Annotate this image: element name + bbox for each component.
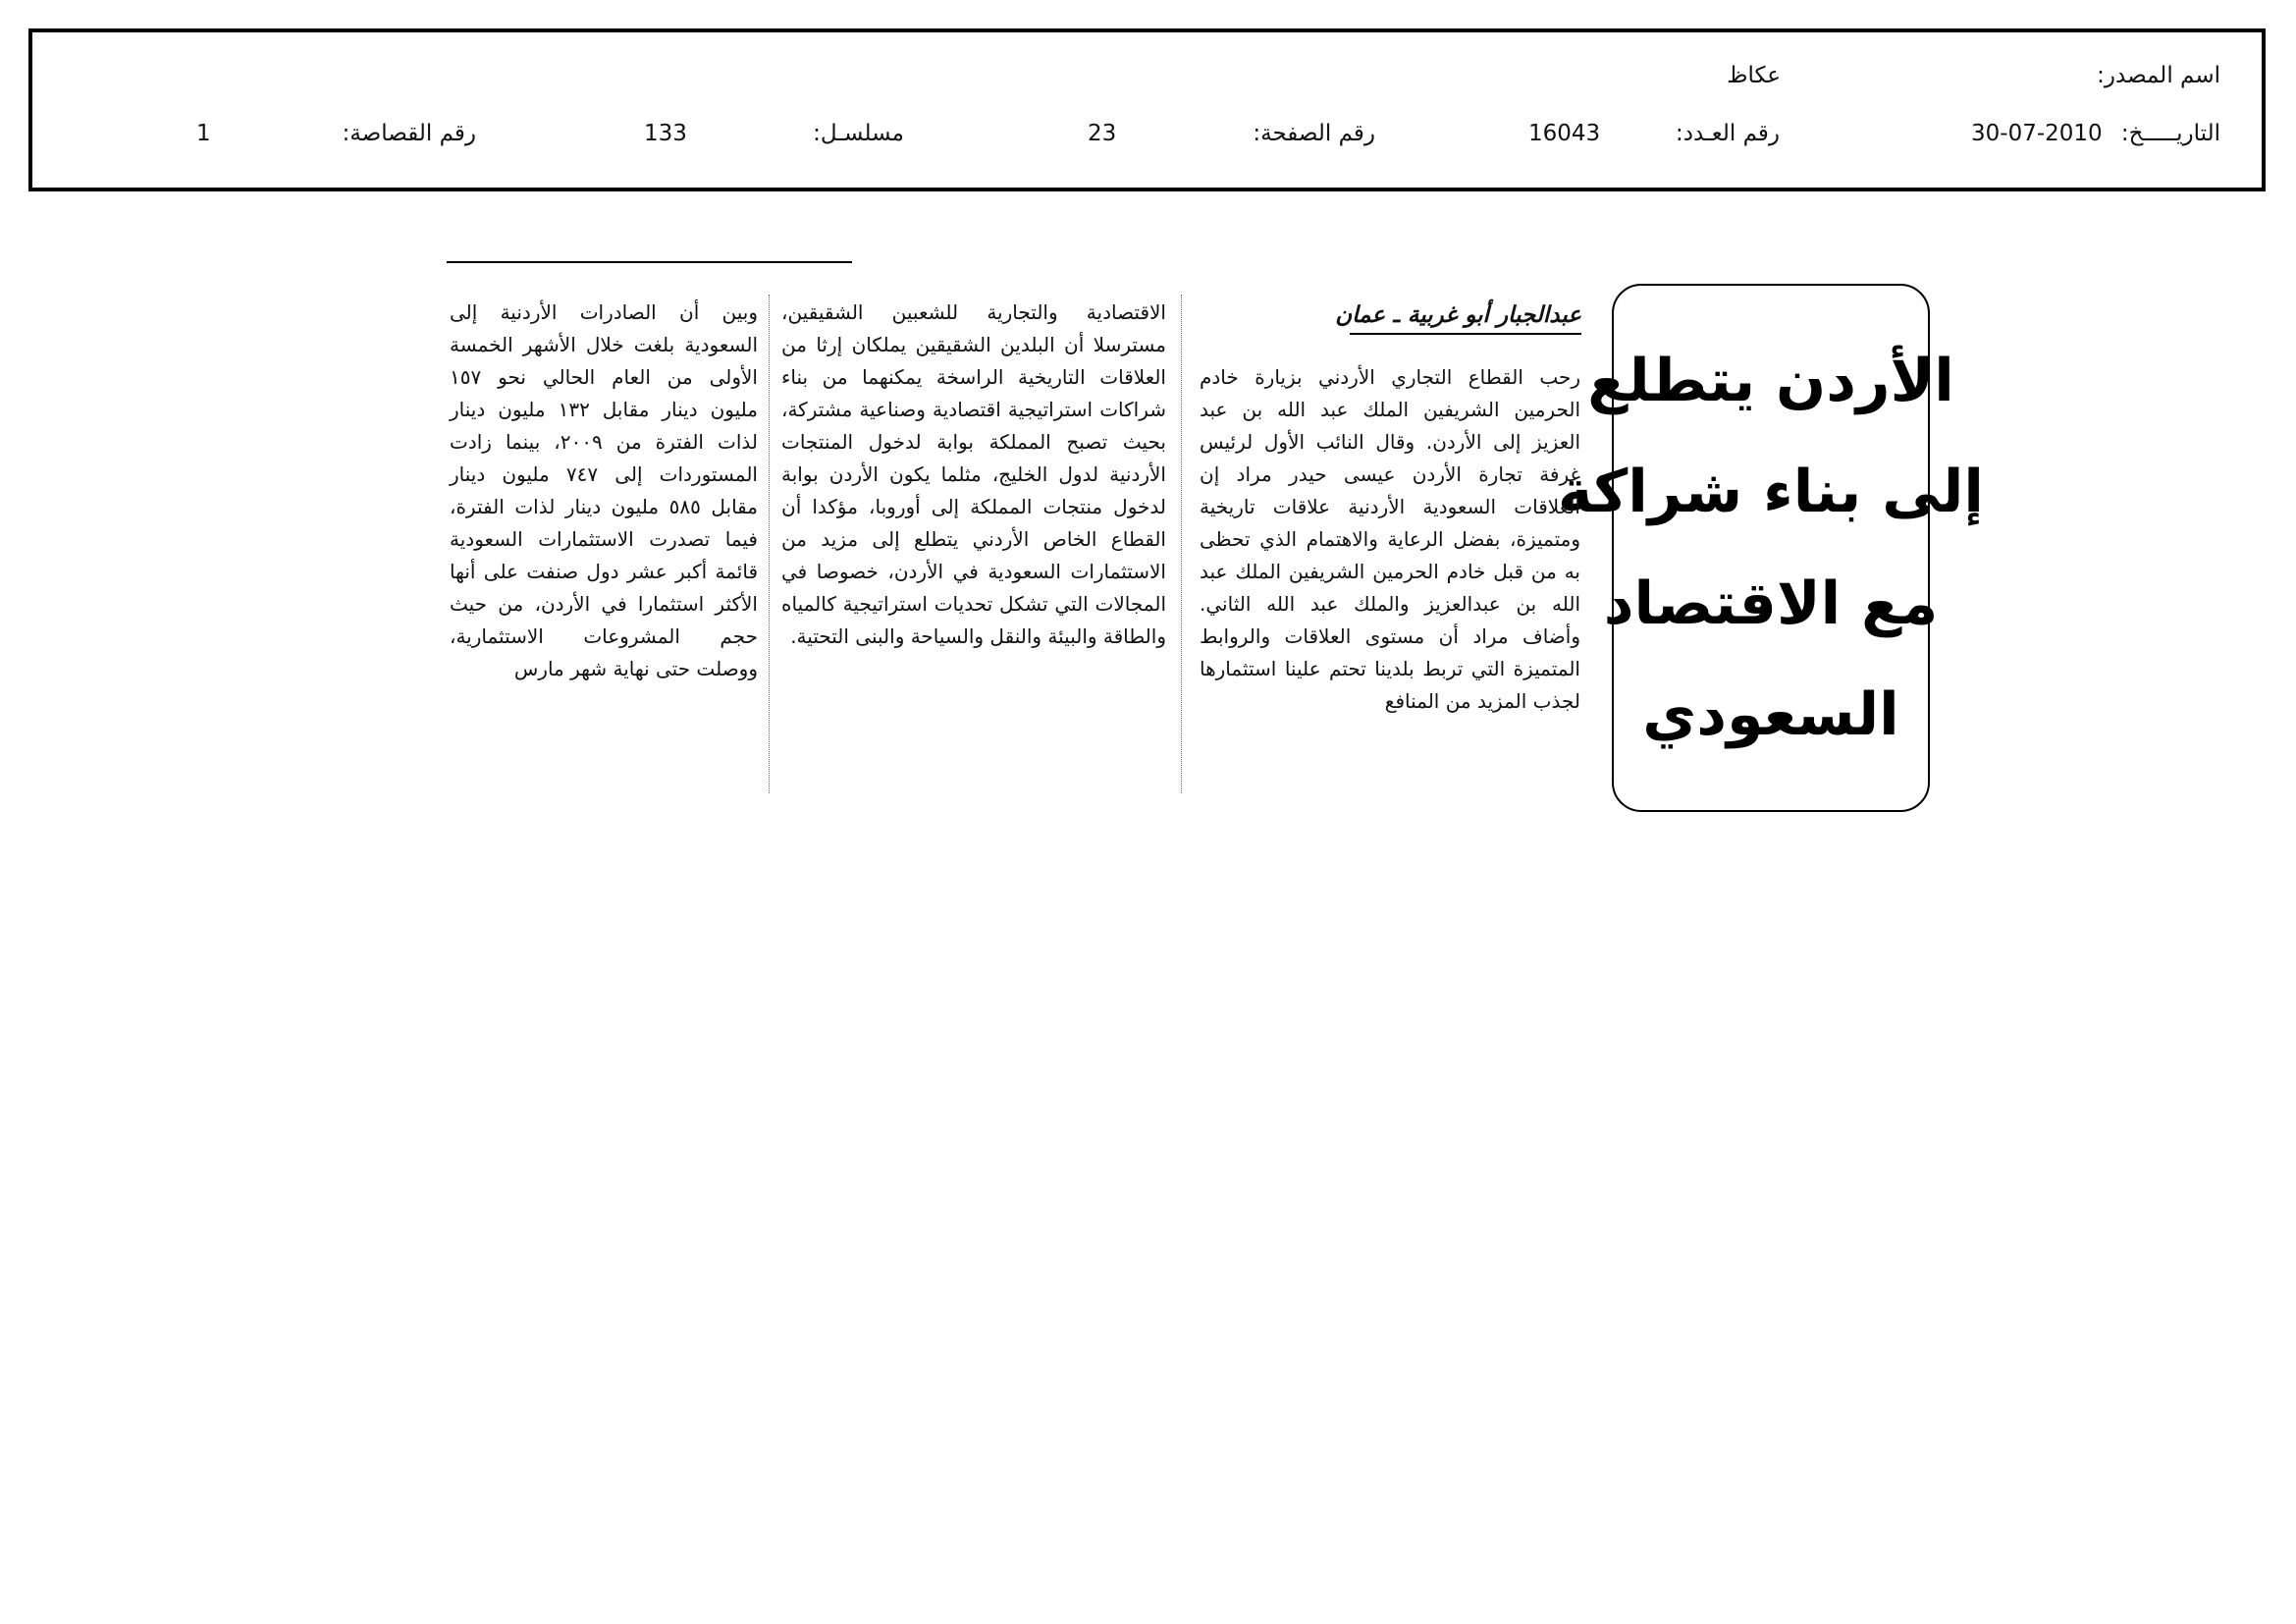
source-value: عكاظ [1727,63,1781,88]
headline-line: الأردن يتطلع [1587,346,1954,415]
byline-underline [1350,333,1581,335]
serial-value: 133 [644,121,687,146]
headline-line: إلى بناء شراكة [1558,458,1984,527]
source-label: اسم المصدر: [2097,63,2220,88]
headline-line: السعودي [1642,680,1899,750]
date-value: 30-07-2010 [1971,121,2103,146]
date-label: التاريـــــخ: [2120,121,2220,146]
article-column-1 [1200,361,1580,718]
serial-label: مسلسـل: [813,121,904,146]
clipping-metadata-box [28,28,2266,191]
page-value: 23 [1088,121,1117,146]
article-paragraph: الاقتصادية والتجارية للشعبين الشقيقين، مسترسلا أن البلدين الشقيقين يملكان إرثا من العلاقات التاريخية الراسخة يمكنهما من بناء شراكات استراتيجية اقتصادية وصناعية مشتركة، بحيث تصبح المملكة بوابة لدخول المنتجات الأردنية لدول الخليج، مثلما يكون الأردن بوابة لدخول منتجات المملكة إلى أوروبا، مؤكدا أن القطاع الخاص الأردني يتطلع إلى مزيد من الاستثمارات السعودية في الأردن، خصوصا في المجالات التي تشكل تحديات استراتيجية كالمياه والطاقة والبيئة والنقل والسياحة والبنى التحتية. [781,300,1166,648]
column-top-rule [447,261,852,263]
issue-label: رقم العـدد: [1675,121,1780,146]
column-separator [1181,295,1182,793]
article-paragraph: رحب القطاع التجاري الأردني بزيارة خادم الحرمين الشريفين الملك عبد الله بن عبد العزيز إلى الأردن. وقال النائب الأول لرئيس غرفة تجارة الأردن عيسى حيدر مراد إن العلاقات السعودية الأردنية علاقات تاريخية ومتميزة، بفضل الرعاية والاهتمام الذي تحظى به من قبل خادم الحرمين الشريفين الملك عبد الله بن عبدالعزيز والملك عبد الله الثاني. وأضاف مراد أن مستوى العلاقات والروابط المتميزة التي تربط بلدينا تحتم علينا استثمارها لجذب المزيد من المنافع [1200,365,1580,713]
clip-value: 1 [196,121,211,146]
headline-box [1558,284,1984,812]
clip-label: رقم القصاصة: [342,121,476,146]
article-paragraph: وبين أن الصادرات الأردنية إلى السعودية بلغت خلال الأشهر الخمسة الأولى من العام الحالي نحو ١٥٧ مليون دينار مقابل ١٣٢ مليون دينار لذات الفترة من ٢٠٠٩، بينما زادت المستوردات إلى ٧٤٧ مليون دينار مقابل ٥٨٥ مليون دينار لذات الفترة، فيما تصدرت الاستثمارات السعودية قائمة أكبر عشر دول صنفت على أنها الأكثر استثمارا في الأردن، من حيث حجم المشروعات الاستثمارية، ووصلت حتى نهاية شهر مارس [450,300,758,680]
article-column-2 [781,297,1166,653]
headline-line: مع الاقتصاد [1603,568,1939,638]
byline: عبدالجبار أبو غربية ـ عمان [1335,302,1581,328]
article-column-3 [450,297,758,685]
column-separator [769,295,770,793]
issue-value: 16043 [1528,121,1601,146]
page-label: رقم الصفحة: [1253,121,1375,146]
